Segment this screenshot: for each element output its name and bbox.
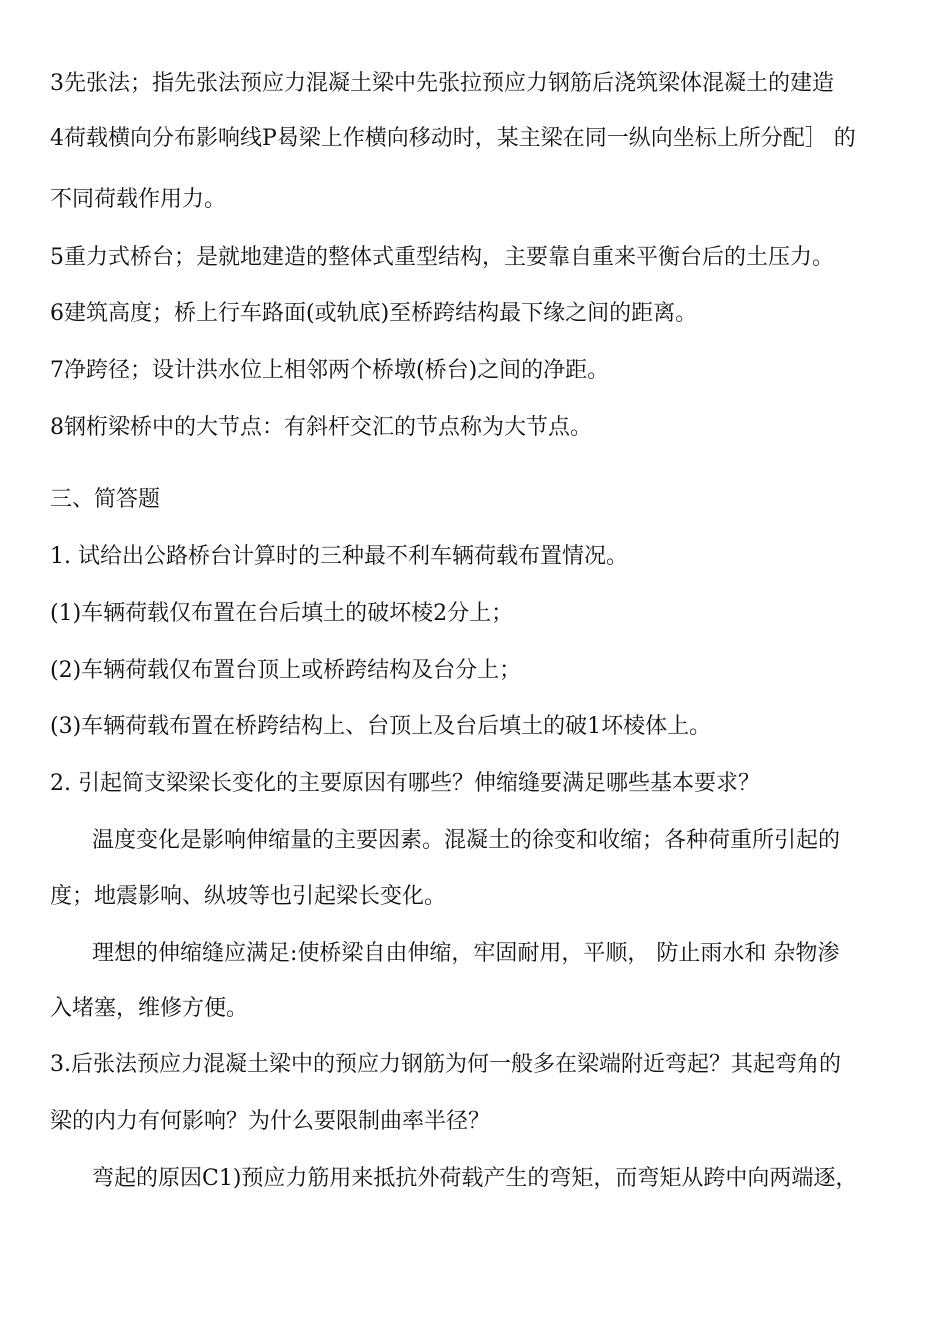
answer-2-paragraph-2: 理想的伸缩缝应满足:使桥梁自由伸缩，牢固耐用，平顺， 防止雨水和 杂物渗 bbox=[92, 941, 840, 966]
answer-1-item-2: (2)车辆荷载仅布置台顶上或桥跨结构及台分上； bbox=[50, 658, 522, 683]
section-heading-short-answer: 三、简答题 bbox=[50, 487, 161, 512]
definition-gravity-abutment: 5重力式桥台；是就地建造的整体式重型结构，主要靠自重来平衡台后的土压力。 bbox=[50, 245, 834, 270]
answer-3-paragraph-1: 弯起的原因C1)预应力筋用来抵抗外荷载产生的弯矩，而弯矩从跨中向两端逐， bbox=[92, 1166, 858, 1191]
question-2: 2. 引起简支梁梁长变化的主要原因有哪些？伸缩缝要满足哪些基本要求？ bbox=[50, 771, 760, 796]
answer-1-item-1: (1)车辆荷载仅布置在台后填土的破坏棱2分上； bbox=[50, 601, 514, 626]
definition-pretensioning: 3先张法；指先张法预应力混凝土梁中先张拉预应力钢筋后浇筑梁体混凝土的建造 bbox=[50, 71, 834, 96]
definition-major-node: 8钢桁梁桥中的大节点：有斜杆交汇的节点称为大节点。 bbox=[50, 415, 592, 440]
definition-influence-line: 4荷载横向分布影响线P曷梁上作横向移动时，某主梁在同一纵向坐标上所分配］ 的 bbox=[50, 126, 856, 151]
answer-1-item-3: (3)车辆荷载布置在桥跨结构上、台顶上及台后填土的破1坏棱体上。 bbox=[50, 714, 712, 739]
definition-influence-line-continued: 不同荷载作用力。 bbox=[50, 187, 227, 212]
question-1: 1. 试给出公路桥台计算时的三种最不利车辆荷载布置情况。 bbox=[50, 544, 628, 569]
answer-2-paragraph-1: 温度变化是影响伸缩量的主要因素。混凝土的徐变和收缩；各种荷重所引起的 bbox=[92, 828, 841, 853]
definition-construction-height: 6建筑高度；桥上行车路面(或轨底)至桥跨结构最下缘之间的距离。 bbox=[50, 301, 698, 326]
question-3-continued: 梁的内力有何影响？为什么要限制曲率半径？ bbox=[50, 1109, 491, 1134]
answer-2-paragraph-1-continued: 度；地震影响、纵坡等也引起梁长变化。 bbox=[50, 884, 447, 909]
question-3: 3.后张法预应力混凝土梁中的预应力钢筋为何一般多在梁端附近弯起？其起弯角的 bbox=[50, 1052, 841, 1077]
definition-clear-span: 7净跨径；设计洪水位上相邻两个桥墩(桥台)之间的净距。 bbox=[50, 358, 610, 383]
answer-2-paragraph-2-continued: 入堵塞，维修方便。 bbox=[50, 996, 249, 1021]
